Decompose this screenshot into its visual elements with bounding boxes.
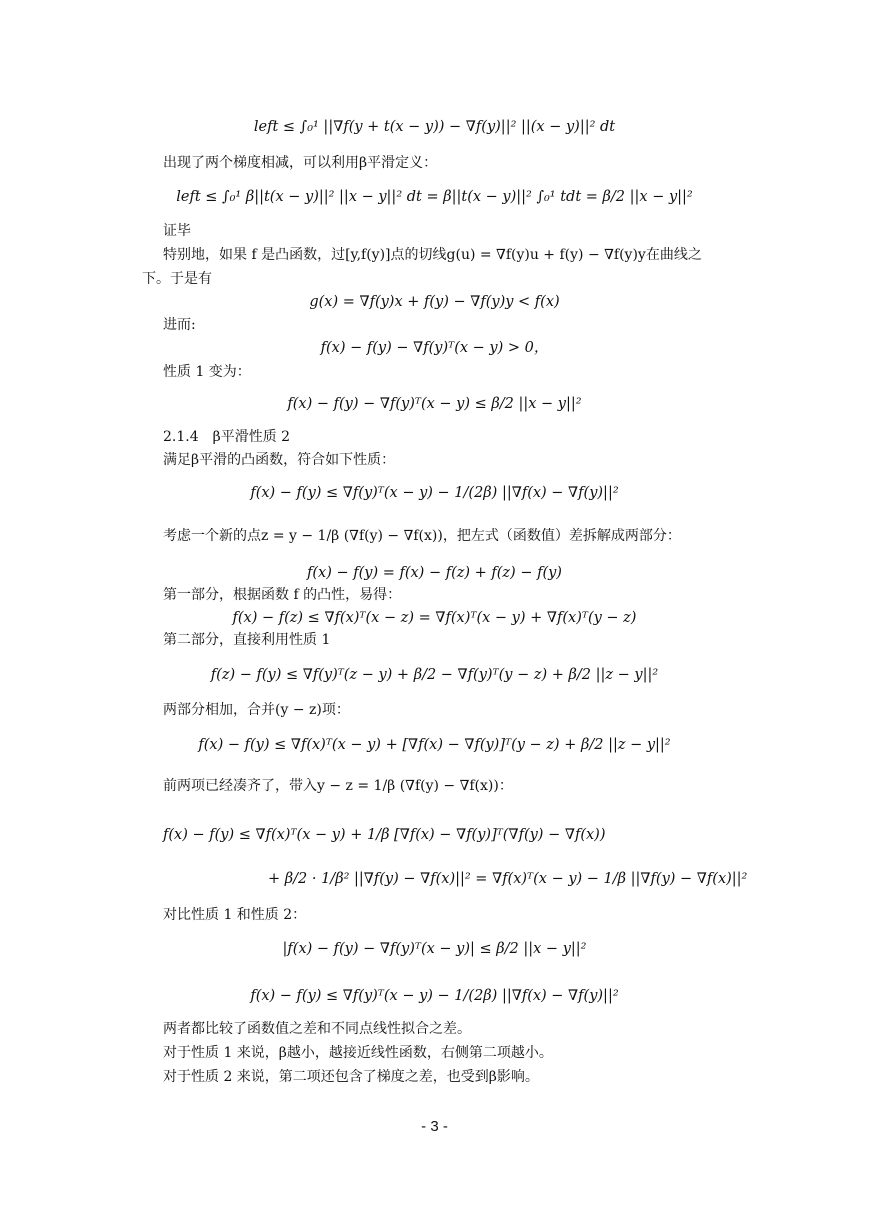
equation-9: f(z) − f(y) ≤ ∇f(y)ᵀ(z − y) + β/2 − ∇f(y)ᵀ(y − z) + β/2 ||z − y||² [210, 667, 659, 683]
text-line: 进而: [163, 317, 196, 333]
text-line: 对比性质 1 和性质 2： [163, 907, 307, 923]
equation-6: f(x) − f(y) ≤ ∇f(y)ᵀ(x − y) − 1/(2β) ||∇f(x) − ∇f(y)||² [250, 485, 619, 501]
text-line: 对于性质 2 来说，第二项还包含了梯度之差，也受到β影响。 [163, 1069, 539, 1085]
text-line: 对于性质 1 来说，β越小，越接近线性函数，右侧第二项越小。 [163, 1045, 553, 1061]
text-line: 两部分相加，合并(y − z)项： [163, 702, 350, 718]
text-line: 考虑一个新的点z = y − 1/β (∇f(y) − ∇f(x))，把左式（函数值）差拆解成两部分： [163, 528, 681, 544]
equation-2: left ≤ ∫₀¹ β||t(x − y)||² ||x − y||² dt = β||t(x − y)||² ∫₀¹ tdt = β/2 ||x − y||² [176, 189, 693, 205]
page-number: - 3 - [421, 1118, 448, 1135]
equation-7: f(x) − f(y) = f(x) − f(z) + f(z) − f(y) [307, 565, 562, 581]
equation-4: f(x) − f(y) − ∇f(y)ᵀ(x − y) > 0， [320, 340, 549, 356]
text-line: 下。于是有 [142, 271, 212, 287]
equation-8: f(x) − f(z) ≤ ∇f(x)ᵀ(x − z) = ∇f(x)ᵀ(x − y) + ∇f(x)ᵀ(y − z) [232, 610, 637, 626]
text-line: 出现了两个梯度相减，可以利用β平滑定义： [163, 155, 438, 171]
equation-1: left ≤ ∫₀¹ ||∇f(y + t(x − y)) − ∇f(y)||² ||(x − y)||² dt [253, 119, 616, 135]
equation-11a: f(x) − f(y) ≤ ∇f(x)ᵀ(x − y) + 1/β [∇f(x) − ∇f(y)]ᵀ(∇f(y) − ∇f(x)) [163, 827, 606, 843]
equation-10: f(x) − f(y) ≤ ∇f(x)ᵀ(x − y) + [∇f(x) − ∇f(y)]ᵀ(y − z) + β/2 ||z − y||² [198, 737, 671, 753]
text-line: 特别地，如果 f 是凸函数，过[y,f(y)]点的切线g(u) = ∇f(y)u + f(y) − ∇f(y)y在曲线之 [163, 247, 702, 263]
text-line: 性质 1 变为： [163, 364, 251, 380]
text-line: 证毕 [163, 223, 191, 239]
equation-11b: + β/2 · 1/β² ||∇f(y) − ∇f(x)||² = ∇f(x)ᵀ(x − y) − 1/β ||∇f(y) − ∇f(x)||² [268, 871, 748, 887]
text-line: 前两项已经凑齐了，带入y − z = 1/β (∇f(y) − ∇f(x))： [163, 778, 513, 794]
text-line: 第二部分，直接利用性质 1 [163, 632, 331, 648]
equation-5: f(x) − f(y) − ∇f(y)ᵀ(x − y) ≤ β/2 ||x − y||² [287, 396, 582, 412]
equation-3: g(x) = ∇f(y)x + f(y) − ∇f(y)y < f(x) [309, 294, 560, 310]
equation-12: |f(x) − f(y) − ∇f(y)ᵀ(x − y)| ≤ β/2 ||x − y||² [282, 941, 587, 957]
equation-13: f(x) − f(y) ≤ ∇f(y)ᵀ(x − y) − 1/(2β) ||∇f(x) − ∇f(y)||² [250, 988, 619, 1004]
section-heading: 2.1.4 β平滑性质 2 [163, 429, 291, 445]
text-line: 两者都比较了函数值之差和不同点线性拟合之差。 [163, 1021, 471, 1037]
text-line: 第一部分，根据函数 f 的凸性，易得： [163, 587, 402, 603]
text-line: 满足β平滑的凸函数，符合如下性质： [163, 452, 396, 468]
